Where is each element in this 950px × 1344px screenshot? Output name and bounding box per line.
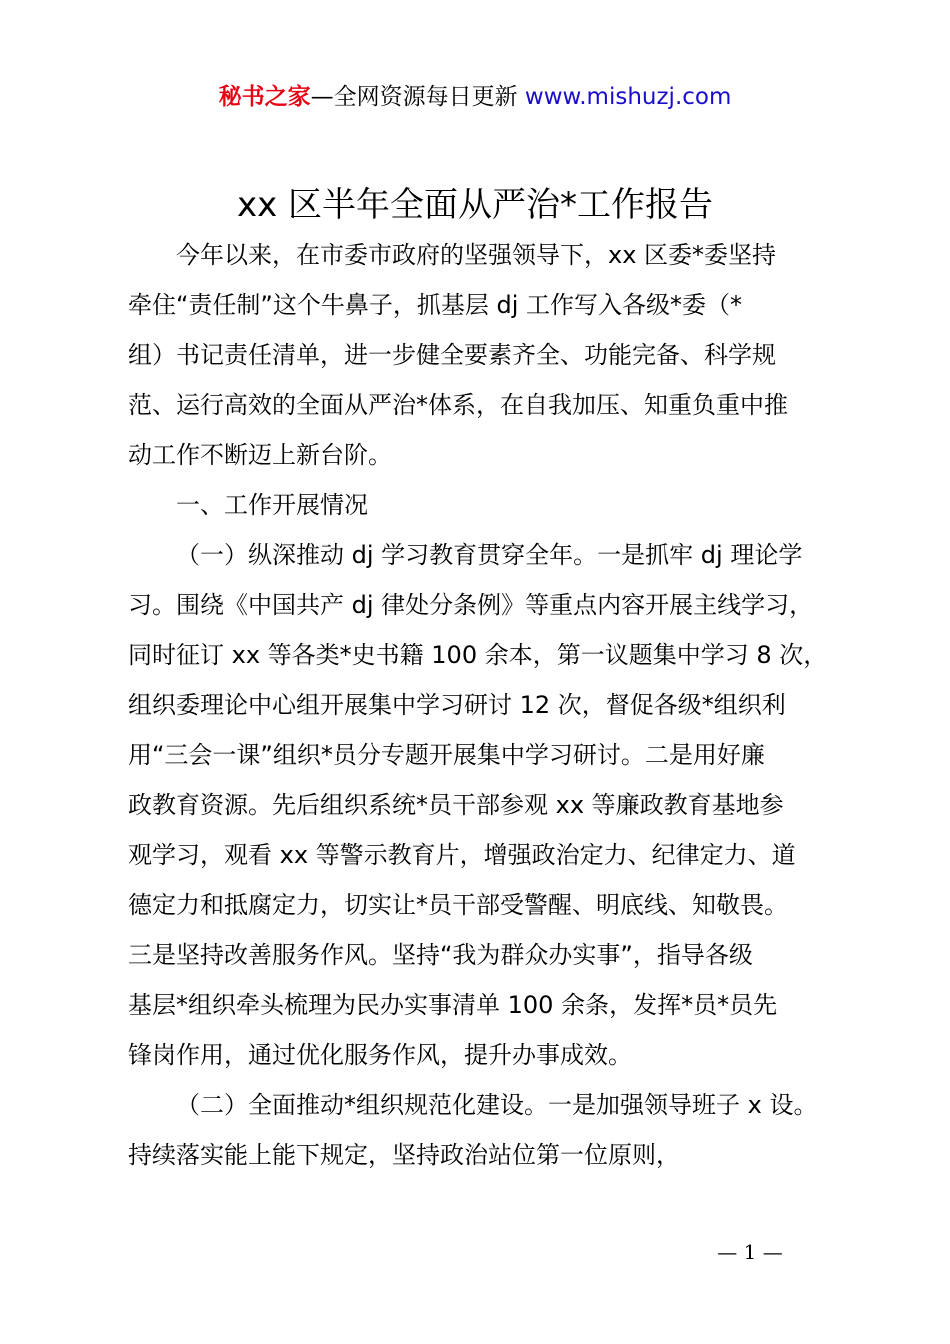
paragraph-line: 牵住“责任制”这个牛鼻子，抓基层 dj 工作写入各级*委（*	[128, 291, 743, 319]
paragraph-line: 用“三会一课”组织*员分专题开展集中学习研讨。二是用好廉	[128, 741, 765, 769]
paragraph-line: 政教育资源。先后组织系统*员干部参观 xx 等廉政教育基地参	[128, 791, 784, 819]
paragraph-line: 锋岗作用，通过优化服务作风，提升办事成效。	[128, 1041, 632, 1069]
paragraph-line: 同时征订 xx 等各类*史书籍 100 余本，第一议题集中学习 8 次，	[128, 641, 828, 669]
paragraph-line: 组）书记责任清单，进一步健全要素齐全、功能完备、科学规	[128, 341, 776, 369]
subsection-heading-line: （一）纵深推动 dj 学习教育贯穿全年。一是抓牢 dj 理论学	[176, 541, 803, 569]
paragraph-line: 观学习，观看 xx 等警示教育片，增强政治定力、纪律定力、道	[128, 841, 796, 869]
paragraph-line: 德定力和抵腐定力，切实让*员干部受警醒、明底线、知敬畏。	[128, 891, 788, 919]
page-number: — 1 —	[717, 1240, 783, 1264]
document-title: xx 区半年全面从严治*工作报告	[236, 185, 714, 225]
site-brand: 秘书之家	[218, 84, 311, 110]
paragraph-line: 今年以来，在市委市政府的坚强领导下，xx 区委*委坚持	[176, 241, 777, 269]
paragraph-line: 基层*组织牵头梳理为民办实事清单 100 余条，发挥*员*员先	[128, 991, 778, 1019]
paragraph-line: 范、运行高效的全面从严治*体系，在自我加压、知重负重中推	[128, 391, 788, 419]
paragraph-line: 动工作不断迈上新台阶。	[128, 441, 392, 469]
site-tagline: —全网资源每日更新	[310, 84, 525, 110]
page-header	[0, 82, 950, 112]
site-url-link[interactable]: www.mishuzj.com	[524, 84, 732, 110]
paragraph-line: 习。围绕《中国共产 dj 律处分条例》等重点内容开展主线学习，	[128, 591, 814, 619]
document-body	[128, 230, 838, 1180]
paragraph-line: 三是坚持改善服务作风。坚持“我为群众办实事”，指导各级	[128, 941, 753, 969]
paragraph-line: 组织委理论中心组开展集中学习研讨 12 次，督促各级*组织利	[128, 691, 786, 719]
section-heading: 一、工作开展情况	[176, 491, 368, 519]
subsection-heading-line: （二）全面推动*组织规范化建设。一是加强领导班子 x 设。	[176, 1091, 818, 1119]
paragraph-line: 持续落实能上能下规定，坚持政治站位第一位原则，	[128, 1141, 680, 1169]
